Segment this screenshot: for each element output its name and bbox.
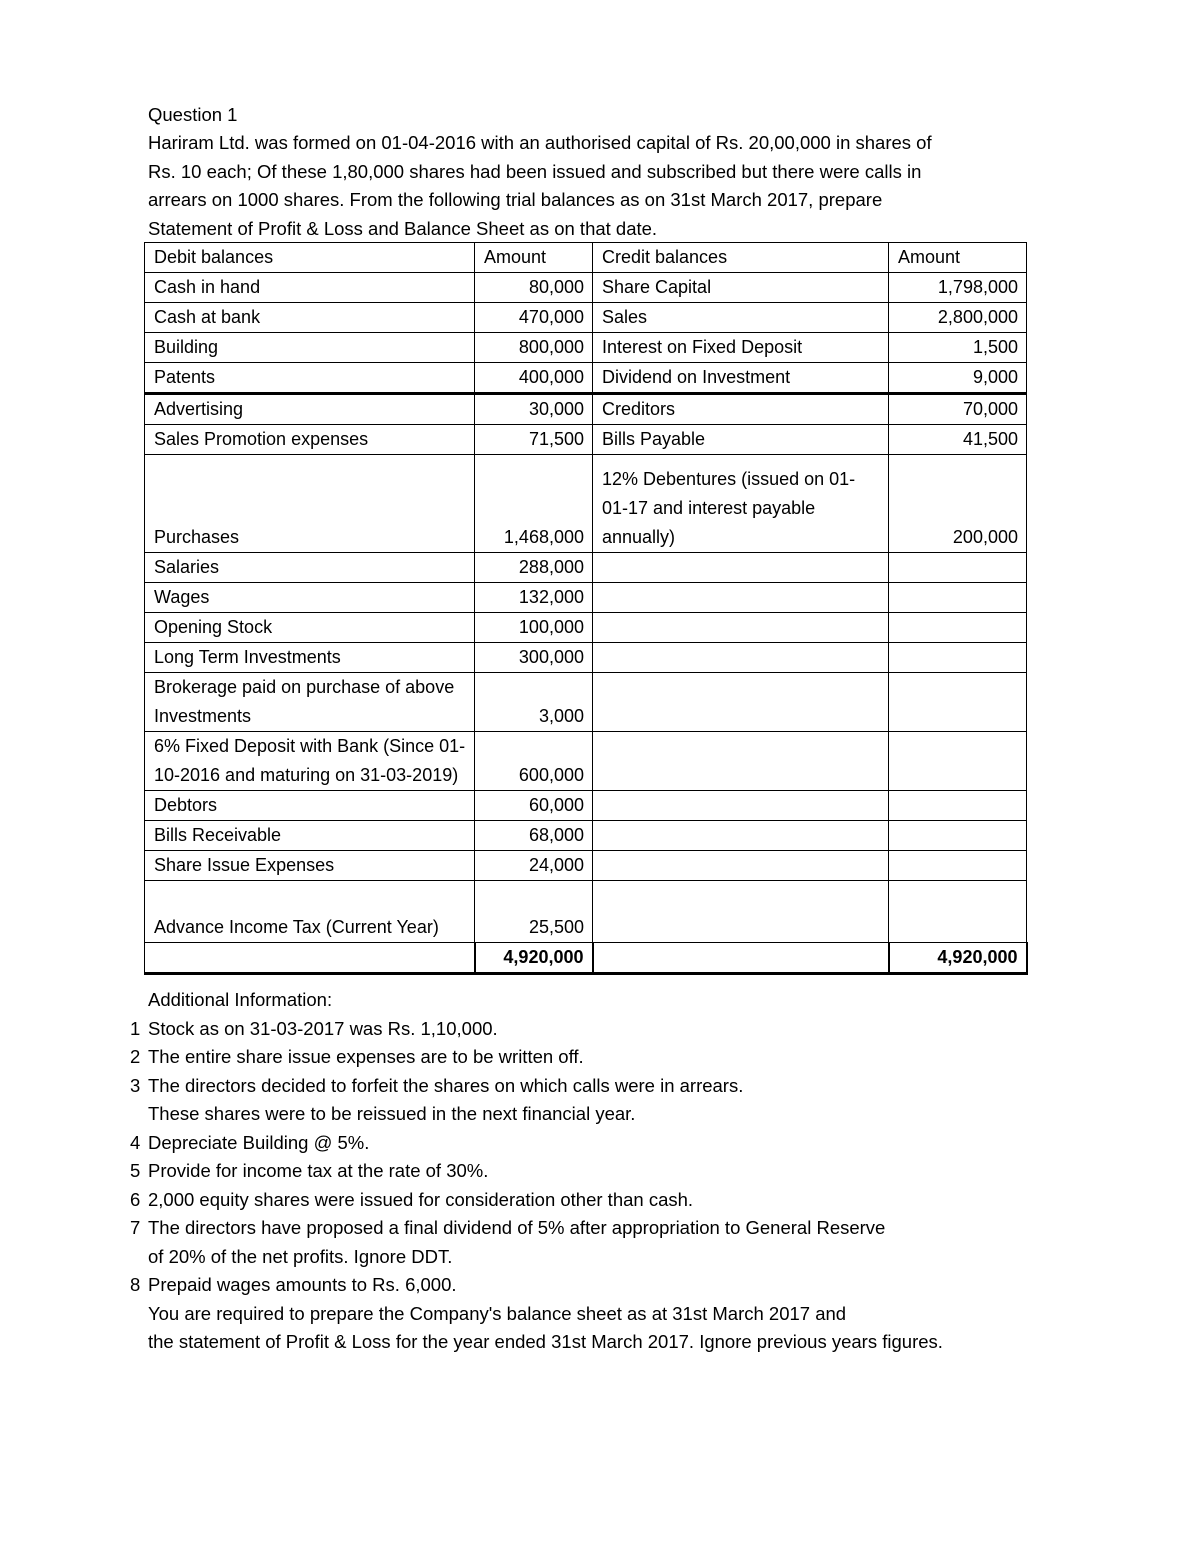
table-row (145, 583, 1027, 613)
debit-amount: 800,000 (475, 333, 593, 363)
credit-item (593, 851, 889, 881)
debit-item: Long Term Investments (145, 643, 475, 673)
debit-item: Building (145, 333, 475, 363)
credit-amount: 200,000 (889, 455, 1027, 553)
debit-amount: 600,000 (475, 732, 593, 791)
table-row (145, 303, 1027, 333)
info-item (118, 1243, 1078, 1272)
debit-item: Cash at bank (145, 303, 475, 333)
trial-balance-table (144, 242, 1028, 975)
credit-amount (889, 791, 1027, 821)
credit-amount (889, 643, 1027, 673)
credit-item: Dividend on Investment (593, 363, 889, 394)
credit-amount (889, 553, 1027, 583)
debit-item: Advertising (145, 394, 475, 425)
debit-item: Purchases (145, 455, 475, 553)
info-item-number: 8 (130, 1274, 141, 1295)
debit-item: Bills Receivable (145, 821, 475, 851)
debit-amount: 24,000 (475, 851, 593, 881)
debit-item: Opening Stock (145, 613, 475, 643)
credit-amount (889, 583, 1027, 613)
credit-amount: 9,000 (889, 363, 1027, 394)
table-row (145, 553, 1027, 583)
credit-item (593, 553, 889, 583)
credit-item (593, 673, 889, 732)
table-row (145, 394, 1027, 425)
credit-item (593, 732, 889, 791)
table-total-row (145, 943, 1027, 974)
info-item-number: 3 (130, 1074, 141, 1096)
debit-amount: 300,000 (475, 643, 593, 673)
intro-line: Hariram Ltd. was formed on 01-04-2016 with an authorised capital of Rs. 20,00,000 in shares of (148, 132, 932, 153)
info-item-text: The directors decided to forfeit the shares on which calls were in arrears. (148, 1074, 744, 1096)
header-credit-balances: Credit balances (593, 243, 889, 273)
info-item-number: 4 (130, 1131, 141, 1153)
info-item-text: the statement of Profit & Loss for the year ended 31st March 2017. Ignore previous years figures. (148, 1331, 943, 1352)
info-item-text: 2,000 equity shares were issued for consideration other than cash. (148, 1188, 694, 1210)
info-item (118, 1186, 1078, 1215)
info-item-number: 6 (130, 1188, 141, 1210)
credit-item (593, 643, 889, 673)
credit-item (593, 881, 889, 943)
table-row (145, 363, 1027, 394)
info-item-number (118, 1328, 148, 1357)
info-item-number: 5 (130, 1160, 141, 1181)
table-row (145, 333, 1027, 363)
credit-item: Share Capital (593, 273, 889, 303)
info-item-text: Prepaid wages amounts to Rs. 6,000. (148, 1274, 457, 1295)
info-item (118, 1129, 1078, 1158)
info-item-text: of 20% of the net profits. Ignore DDT. (148, 1245, 453, 1267)
credit-amount (889, 673, 1027, 732)
info-item-text: Depreciate Building @ 5%. (148, 1131, 370, 1153)
table-row (145, 455, 1027, 553)
debit-amount: 3,000 (475, 673, 593, 732)
info-item-text: Stock as on 31-03-2017 was Rs. 1,10,000. (148, 1017, 498, 1039)
table-row (145, 673, 1027, 732)
debit-amount: 68,000 (475, 821, 593, 851)
debit-amount: 1,468,000 (475, 455, 593, 553)
debit-amount: 25,500 (475, 881, 593, 943)
debit-amount: 132,000 (475, 583, 593, 613)
info-item-text: The directors have proposed a final dividend of 5% after appropriation to General Reserve (148, 1217, 886, 1238)
total-debit: 4,920,000 (475, 943, 593, 974)
info-item-text: Provide for income tax at the rate of 30%. (148, 1160, 489, 1181)
debit-item: Wages (145, 583, 475, 613)
info-item-number: 1 (130, 1017, 141, 1039)
header-credit-amount: Amount (889, 243, 1027, 273)
info-heading: Additional Information: (148, 989, 333, 1010)
debit-amount: 71,500 (475, 425, 593, 455)
credit-item (593, 821, 889, 851)
credit-item: Sales (593, 303, 889, 333)
debit-amount: 400,000 (475, 363, 593, 394)
info-item (118, 1015, 1078, 1044)
info-item (118, 1157, 1078, 1186)
debit-item: Sales Promotion expenses (145, 425, 475, 455)
intro-line: Statement of Profit & Loss and Balance Sheet as on that date. (148, 217, 658, 239)
debit-amount: 80,000 (475, 273, 593, 303)
credit-amount: 1,798,000 (889, 273, 1027, 303)
credit-amount (889, 881, 1027, 943)
total-blank-cell (593, 943, 889, 974)
debit-item: Brokerage paid on purchase of above Investments (145, 673, 475, 732)
debit-amount: 60,000 (475, 791, 593, 821)
credit-item: Interest on Fixed Deposit (593, 333, 889, 363)
table-row (145, 425, 1027, 455)
debit-amount: 470,000 (475, 303, 593, 333)
total-credit: 4,920,000 (889, 943, 1027, 974)
info-item-number (118, 1100, 148, 1129)
table-row (145, 881, 1027, 943)
header-debit-balances: Debit balances (145, 243, 475, 273)
debit-item: Advance Income Tax (Current Year) (145, 881, 475, 943)
credit-item (593, 791, 889, 821)
debit-item: Salaries (145, 553, 475, 583)
table-row (145, 613, 1027, 643)
info-heading-row (118, 986, 1078, 1015)
info-item-number (118, 1300, 148, 1329)
info-item-text: These shares were to be reissued in the next financial year. (148, 1103, 636, 1124)
credit-amount (889, 613, 1027, 643)
info-item (118, 1072, 1078, 1101)
info-item-number: 7 (130, 1217, 141, 1238)
info-item (118, 1214, 1078, 1243)
question-title: Question 1 (148, 104, 238, 125)
debit-amount: 288,000 (475, 553, 593, 583)
intro-line: Rs. 10 each; Of these 1,80,000 shares had been issued and subscribed but there were calls in (148, 160, 922, 182)
credit-amount: 41,500 (889, 425, 1027, 455)
total-label-cell (145, 943, 475, 974)
debit-item: Patents (145, 363, 475, 394)
info-item (118, 1328, 1078, 1357)
info-item (118, 1271, 1078, 1300)
debit-item: 6% Fixed Deposit with Bank (Since 01-10-2016 and maturing on 31-03-2019) (145, 732, 475, 791)
table-row (145, 851, 1027, 881)
credit-amount (889, 851, 1027, 881)
credit-amount: 70,000 (889, 394, 1027, 425)
credit-amount: 2,800,000 (889, 303, 1027, 333)
info-item (118, 1300, 1078, 1329)
info-item (118, 1100, 1078, 1129)
table-row (145, 273, 1027, 303)
credit-item: Bills Payable (593, 425, 889, 455)
debit-amount: 100,000 (475, 613, 593, 643)
debit-item: Debtors (145, 791, 475, 821)
credit-item: 12% Debentures (issued on 01-01-17 and interest payable annually) (593, 455, 889, 553)
credit-amount (889, 732, 1027, 791)
credit-item (593, 583, 889, 613)
table-row (145, 643, 1027, 673)
question-intro (148, 129, 1028, 243)
credit-item (593, 613, 889, 643)
table-row (145, 732, 1027, 791)
credit-amount: 1,500 (889, 333, 1027, 363)
table-header-row (145, 243, 1027, 273)
table-row (145, 791, 1027, 821)
credit-item: Creditors (593, 394, 889, 425)
info-item (118, 1043, 1078, 1072)
credit-amount (889, 821, 1027, 851)
header-debit-amount: Amount (475, 243, 593, 273)
info-item-number: 2 (130, 1046, 141, 1067)
info-item-number (118, 1243, 148, 1272)
additional-information (118, 986, 1078, 1357)
debit-item: Share Issue Expenses (145, 851, 475, 881)
debit-item: Cash in hand (145, 273, 475, 303)
intro-line: arrears on 1000 shares. From the following trial balances as on 31st March 2017, prepare (148, 189, 883, 210)
debit-amount: 30,000 (475, 394, 593, 425)
info-item-text: You are required to prepare the Company's balance sheet as at 31st March 2017 and (148, 1302, 847, 1324)
info-item-text: The entire share issue expenses are to be written off. (148, 1046, 584, 1067)
table-row (145, 821, 1027, 851)
